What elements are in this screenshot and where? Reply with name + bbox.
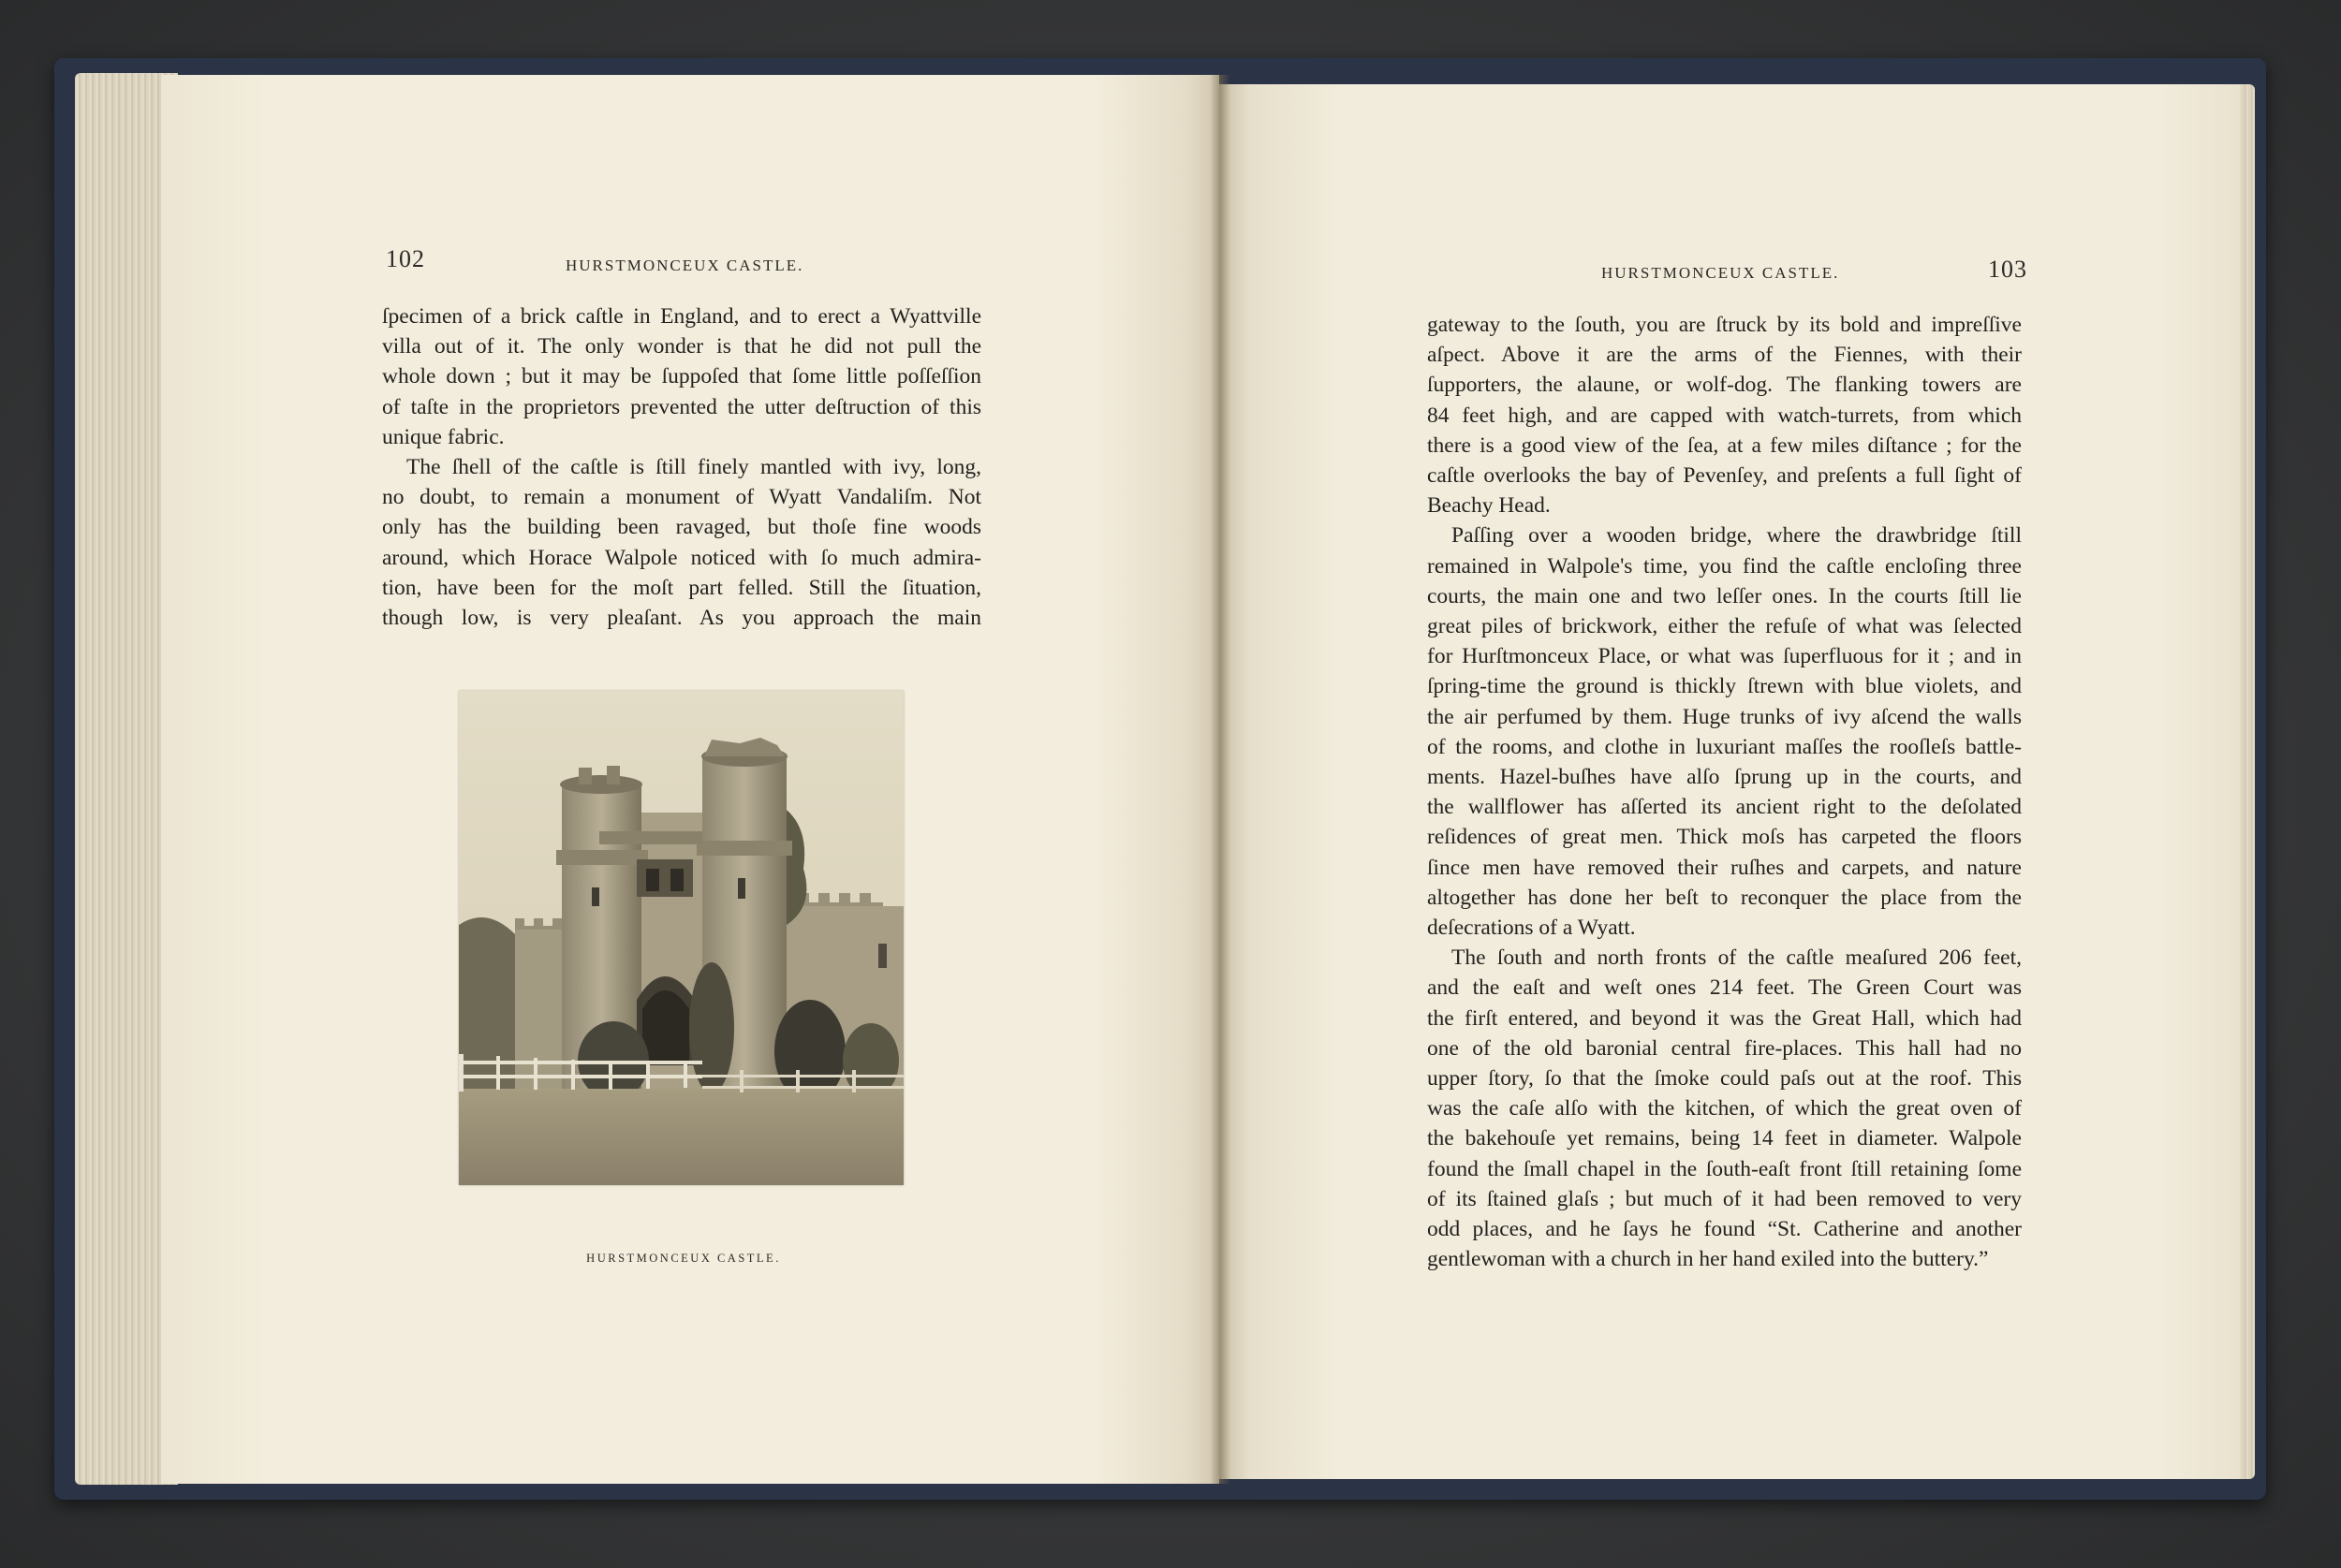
text-line: Beachy Head. (1427, 493, 1551, 519)
text-line: ſpecimen of a brick caſtle in England, and to erect a Wyattville (382, 304, 981, 329)
text-line: The ſouth and north fronts of the caſtle meaſured 206 feet, (1451, 945, 2022, 971)
text-line: villa out of it. The only wonder is that he did not pull the (382, 334, 981, 359)
castle-photograph-image (459, 691, 904, 1185)
text-line: of the rooms, and clothe in luxuriant maſſes the rooſleſs battle- (1427, 734, 2022, 759)
right-running-head: HURSTMONCEUX CASTLE. (1601, 264, 1840, 282)
text-line: reſidences of great men. Thick moſs has carpeted the floors (1427, 825, 2022, 850)
left-running-head: HURSTMONCEUX CASTLE. (566, 256, 804, 274)
paragraph-end (382, 422, 981, 452)
book-gutter (1210, 75, 1230, 1484)
text-line: though low, is very pleaſant. As you approach the main (382, 606, 981, 631)
left-page-number: 102 (386, 245, 425, 272)
text-line: of taſte in the proprietors prevented the utter deſtruction of this (382, 394, 981, 419)
text-line: caſtle overlooks the bay of Pevenſey, and preſents a full ſight of (1427, 463, 2022, 489)
castle-photograph (459, 691, 904, 1185)
text-line: gentlewoman with a church in her hand exiled into the buttery.” (1427, 1247, 1989, 1272)
text-line: no doubt, to remain a monument of Wyatt Vandaliſm. Not (382, 485, 981, 510)
text-line: great piles of brickwork, either the refuſe of what was ſelected (1427, 614, 2022, 639)
text-line: gateway to the ſouth, you are ſtruck by its bold and impreſſive (1427, 313, 2022, 337)
paragraph (1427, 520, 2022, 913)
text-line: upper ſtory, ſo that the ſmoke could paſs out at the roof. This (1427, 1066, 2022, 1092)
text-line: aſpect. Above it are the arms of the Fiennes, with their (1427, 343, 2022, 368)
plate-caption: HURSTMONCEUX CASTLE. (586, 1252, 781, 1265)
paragraph (1427, 310, 2022, 491)
text-line: there is a good view of the ſea, at a few miles diſtance ; for the (1427, 432, 2022, 458)
text-line: deſecrations of a Wyatt. (1427, 916, 1636, 941)
paragraph (1427, 943, 2022, 1244)
text-line: unique fabric. (382, 424, 505, 449)
paragraph-end (1427, 491, 2022, 520)
text-line: altogether has done her beſt to reconquer the place from the (1427, 885, 2022, 910)
text-line: the firſt entered, and beyond it was the Great Hall, which had (1427, 1005, 2022, 1031)
paragraph-end (1427, 1244, 2022, 1274)
text-line: was the caſe alſo with the kitchen, of which the great oven of (1427, 1096, 2022, 1121)
text-line: the wallflower has aſſerted its ancient right to the deſolated (1427, 795, 2022, 820)
text-line: the bakehouſe yet remains, being 14 feet in diameter. Walpole (1427, 1126, 2022, 1151)
text-line: around, which Horace Walpole noticed with ſo much admira- (382, 545, 981, 570)
text-line: of its ſtained glaſs ; but much of it had been removed to very (1427, 1186, 2022, 1211)
text-line: tion, have been for the moſt part felled. Still the ſituation, (382, 575, 981, 600)
text-line: found the ſmall chapel in the ſouth-eaſt front ſtill retaining ſome (1427, 1156, 2022, 1181)
text-line: Paſſing over a wooden bridge, where the drawbridge ſtill (1451, 523, 2022, 549)
text-line: and the eaſt and weſt ones 214 feet. The Green Court was (1427, 975, 2022, 1001)
text-line: ſpring-time the ground is thickly ſtrewn with blue violets, and (1427, 674, 2022, 699)
text-line: remained in Walpole's time, you find the caſtle encloſing three (1427, 553, 2022, 579)
text-line: odd places, and he ſays he found “St. Catherine and another (1427, 1217, 2022, 1242)
text-line: for Hurſtmonceux Place, or what was ſuperfluous for it ; and in (1427, 644, 2022, 669)
right-page-number: 103 (1988, 256, 2027, 283)
paragraph (382, 301, 981, 422)
right-body-text (1427, 310, 2022, 1275)
text-line: ſince men have removed their ruſhes and carpets, and nature (1427, 855, 2022, 880)
text-line: ments. Hazel-buſhes have alſo ſprung up in the courts, and (1427, 765, 2022, 790)
text-line: 84 feet high, and are capped with watch-turrets, from which (1427, 403, 2022, 428)
text-line: the air perfumed by them. Huge trunks of ivy aſcend the walls (1427, 704, 2022, 729)
text-line: one of the old baronial central fire-places. This hall had no (1427, 1035, 2022, 1061)
text-line: ſupporters, the alaune, or wolf-dog. The flanking towers are (1427, 373, 2022, 398)
text-line: courts, the main one and two leſſer ones. In the courts ſtill lie (1427, 583, 2022, 608)
text-line: only has the building been ravaged, but thoſe fine woods (382, 515, 981, 540)
paragraph (382, 452, 981, 633)
left-body-text (382, 301, 981, 633)
text-line: The ſhell of the caſtle is ſtill finely mantled with ivy, long, (406, 455, 981, 480)
text-line: whole down ; but it may be ſuppoſed that ſome little poſſeſſion (382, 364, 981, 389)
paragraph-end (1427, 913, 2022, 943)
